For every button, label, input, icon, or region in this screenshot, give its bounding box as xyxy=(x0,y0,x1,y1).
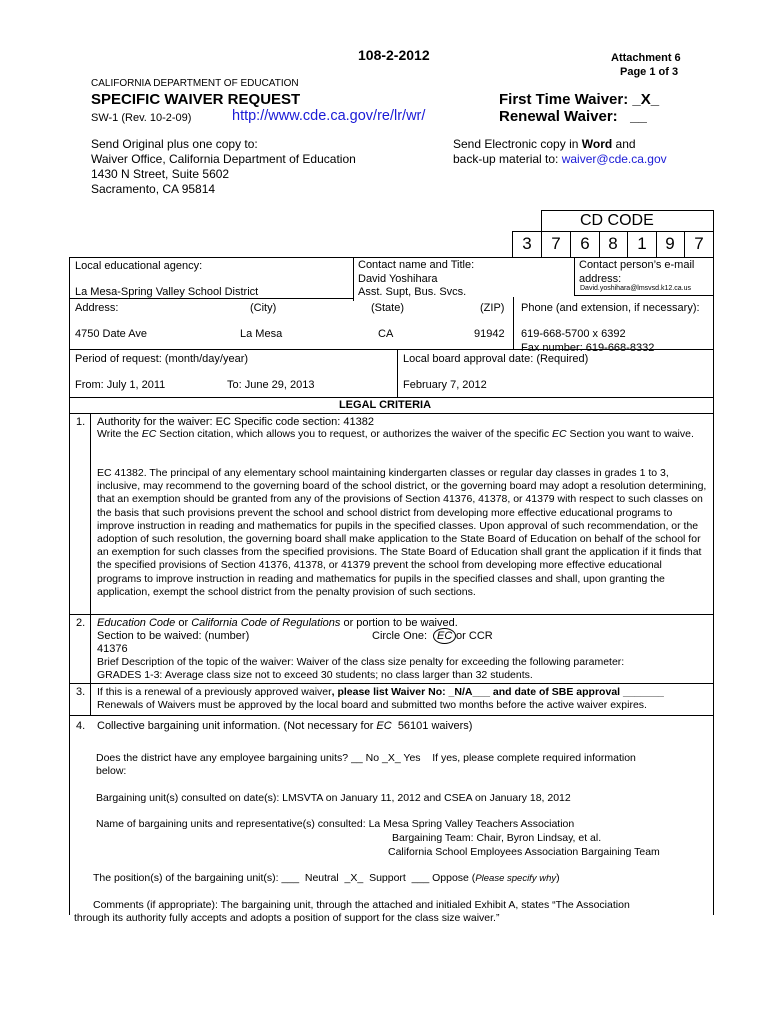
waiver-url-link[interactable]: http://www.cde.ca.gov/re/lr/wr/ xyxy=(232,108,426,124)
first-time-waiver: First Time Waiver: _X_ xyxy=(499,91,660,108)
bargaining-ec: EC xyxy=(376,720,392,732)
comments: Comments (if appropriate): The bargaining unit, through the attached and initialed Exhibit A, states “The Association xyxy=(93,899,630,911)
phone-label: Phone (and extension, if necessary): xyxy=(521,302,700,314)
email-label-block xyxy=(579,259,694,286)
code-text: or portion to be waived. xyxy=(340,617,458,629)
send-electronic-text: Send Electronic copy in xyxy=(453,137,582,151)
period-to: To: June 29, 2013 xyxy=(227,379,315,391)
contact-email: David.yoshihara@lmsvsd.k12.ca.us xyxy=(580,285,691,292)
brief-description: Brief Description of the topic of the waiver: Waiver of the class size penalty for exceeding the following parameter: xyxy=(97,656,625,668)
ec-41382-text: EC 41382. The principal of any elementary school maintaining kindergarten classes or regular day classes in grades 1 to 3, inclusive, may recommend to the governing board of the school district, or the governing board may adopt a resolution determining, that an exemption should be granted from any of the provisions of Section 41376, 41378, or 41379 with respect to such classes on the basis that such provisions prevent the school and school district from developing more effective educational programs to improve instruction in reading and mathematics for pupils in the specified classes. Upon approval of such recommendation, or the adoption of such resolution, the governing board shall make application to the State Board of Education on behalf of the school for an exemption for such classes from the specified provisions. The State Board of Education shall grant the application if it finds that the specified provisions of Section 41376, 41378, or 41379 prevent the school from developing more effective educational programs to improve instruction in reading and mathematics for pupils in the specified classes and shall, upon granting the application, exempt the school district from the penalty provision of such sections. xyxy=(97,467,707,598)
bargaining-text: 56101 waivers) xyxy=(391,720,473,732)
contact-title: Asst. Supt, Bus. Svcs. xyxy=(358,286,467,298)
attachment-label: Attachment 6 xyxy=(611,52,681,64)
bargaining-text: Collective bargaining unit information. (Not necessary for xyxy=(97,720,377,732)
waiver-email-link[interactable]: waiver@cde.ca.gov xyxy=(561,152,667,166)
agency-value: La Mesa-Spring Valley School District xyxy=(75,286,259,298)
form-title: SPECIFIC WAIVER REQUEST xyxy=(91,91,301,108)
contact-name: David Yoshihara xyxy=(358,272,438,285)
document-number: 108-2-2012 xyxy=(358,47,430,63)
section-label: Section to be waived: (number) xyxy=(97,630,250,642)
send-electronic-text: back-up material to: xyxy=(453,152,562,166)
send-original-line: Sacramento, CA 95814 xyxy=(91,182,216,196)
unit-names: California School Employees Association Bargaining Team xyxy=(388,846,660,858)
units-question: Does the district have any employee bargaining units? __ No _X_ Yes If yes, please complete required information xyxy=(96,752,636,764)
position-note: Please specify why xyxy=(475,873,557,884)
email-label: address: xyxy=(579,272,622,285)
authority-line: Authority for the waiver: EC Specific code section: 41382 xyxy=(97,416,374,428)
agency-label: Local educational agency: xyxy=(75,260,203,272)
instruction-ec: EC xyxy=(552,428,567,440)
unit-names: Bargaining Team: Chair, Byron Lindsay, et al. xyxy=(392,832,602,844)
section-number: 41376 xyxy=(97,643,128,655)
send-electronic-text: and xyxy=(612,137,636,151)
street-value: 4750 Date Ave xyxy=(75,328,147,340)
authority-instruction xyxy=(97,428,709,441)
department-name: CALIFORNIA DEPARTMENT OF EDUCATION xyxy=(91,78,299,89)
phone-value: 619-668-5700 x 6392 xyxy=(521,328,626,340)
education-code: Education Code xyxy=(97,617,176,629)
ccr-text: California Code of Regulations xyxy=(191,617,341,629)
send-original-line: Send Original plus one copy to: xyxy=(91,137,258,151)
period-from: From: July 1, 2011 xyxy=(75,379,166,391)
word-format: Word xyxy=(581,137,613,151)
city-label: (City) xyxy=(250,302,277,314)
consulted-dates: Bargaining unit(s) consulted on date(s): LMSVTA on January 11, 2012 and CSEA on January 18, 2012 xyxy=(96,792,571,804)
code-text: or xyxy=(175,617,192,629)
cd-code-digit: 1 xyxy=(637,234,647,253)
city-value: La Mesa xyxy=(240,328,283,340)
period-label: Period of request: (month/day/year) xyxy=(75,353,249,365)
position-text: ) xyxy=(556,872,560,884)
ccr-option: or CCR xyxy=(453,630,493,642)
cd-code-digit: 8 xyxy=(608,234,618,253)
item-number: 2. xyxy=(76,617,86,629)
instruction-ec: EC xyxy=(141,428,157,440)
circle-one-label: Circle One: xyxy=(372,630,428,642)
cd-code-digit: 6 xyxy=(580,234,590,253)
renewal-line xyxy=(97,686,664,698)
renewal-text: , please list Waiver No: _N/A___ and date of SBE approval _______ xyxy=(331,686,664,698)
renewal-note: Renewals of Waivers must be approved by the local board and submitted two months before the active waiver expires. xyxy=(97,699,647,711)
board-approval-date: February 7, 2012 xyxy=(403,379,487,391)
renewal-waiver: Renewal Waiver: __ xyxy=(499,108,647,125)
unit-names: Name of bargaining units and representative(s) consulted: La Mesa Spring Valley Teachers Association xyxy=(96,818,575,830)
cd-code-digit: 9 xyxy=(665,234,675,253)
grades-description: GRADES 1-3: Average class size not to exceed 30 students; no class larger than 32 students. xyxy=(97,669,533,681)
send-electronic-block xyxy=(453,137,667,167)
contact-label: Contact name and Title: xyxy=(358,259,475,271)
send-original-line: 1430 N Street, Suite 5602 xyxy=(91,167,230,181)
ec-circled-option: EC xyxy=(433,628,456,644)
state-label: (State) xyxy=(371,302,405,314)
page-indicator: Page 1 of 3 xyxy=(620,66,679,78)
bargaining-heading xyxy=(97,720,472,732)
unit-position xyxy=(93,872,560,884)
send-original-line: Waiver Office, California Department of Education xyxy=(91,152,356,166)
fax-value: Fax number: 619-668-8332 xyxy=(521,342,655,354)
contact-block xyxy=(358,259,474,300)
position-text: The position(s) of the bargaining unit(s): ___ Neutral _X_ Support ___ Oppose ( xyxy=(93,872,476,884)
cd-code-digit: 3 xyxy=(522,234,532,253)
comments: through its authority fully accepts and adopts a position of support for the class size waiver.” xyxy=(74,912,500,924)
instruction-text: Section you want to waive. xyxy=(566,428,694,440)
renewal-text: If this is a renewal of a previously approved waiver xyxy=(97,686,332,698)
item-number: 1. xyxy=(76,416,86,428)
code-portion-line xyxy=(97,617,458,629)
board-approval-label: Local board approval date: (Required) xyxy=(403,353,589,365)
address-label: Address: xyxy=(75,302,119,314)
cd-code-digit: 7 xyxy=(694,234,704,253)
item-number: 4. xyxy=(76,720,86,732)
state-value: CA xyxy=(378,328,394,340)
email-label: Contact person’s e-mail xyxy=(579,259,695,271)
form-id: SW-1 (Rev. 10-2-09) xyxy=(91,112,192,124)
units-question-cont: below: xyxy=(96,765,127,777)
cd-code-digit: 7 xyxy=(551,234,561,253)
cd-code-label: CD CODE xyxy=(580,212,654,229)
legal-criteria-heading: LEGAL CRITERIA xyxy=(338,399,432,411)
instruction-text: Write the xyxy=(97,428,142,440)
zip-value: 91942 xyxy=(474,328,505,340)
item-number: 3. xyxy=(76,686,86,698)
instruction-text: Section citation, which allows you to request, or authorizes the waiver of the specific xyxy=(156,428,553,440)
send-original-block xyxy=(91,137,356,197)
zip-label: (ZIP) xyxy=(480,302,505,314)
